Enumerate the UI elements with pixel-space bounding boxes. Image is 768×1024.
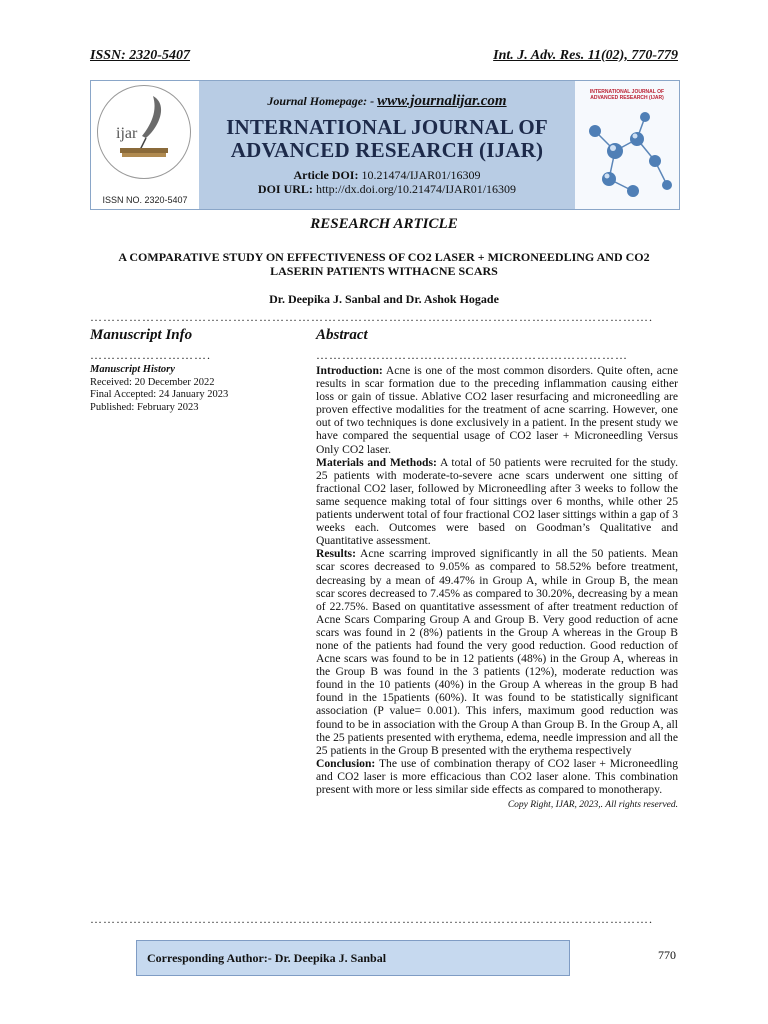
intro-text: Acne is one of the most common disorders. Quite often, acne results in scar formation due to the preceding inflammation causing either loss or gain of tissue. Ablative CO2 laser resurfacing and microneedling are proven effective modalities for the treatment of acne scarring. However, one out of two techniques is done exclusively in a patient. In the present study we have compared the sequential usage of CO2 laser + Microneedling Versus Only CO2 laser. [316, 364, 678, 456]
citation-text: Int. J. Adv. Res. 11(02), 770-779 [493, 48, 678, 63]
abstract-conclusion [316, 757, 678, 796]
manuscript-history-label: Manuscript History [90, 364, 175, 375]
journal-banner [90, 80, 680, 210]
abstract-column [316, 326, 678, 810]
methods-text: A total of 50 patients were recruited for the study. 25 patients with moderate-to-severe acne scars underwent one sitting of fractional CO2 laser, followed by Microneedling after 3 weeks to follow the same sequence making total of four sittings over 6 months, while other 25 patients underwent total of four fractional CO2 laser sittings within a gap of 3 weeks each. Outcomes were based on Goodman’s Qualitative and Quantitative assessment. [316, 455, 678, 548]
journal-name-line2: ADVANCED RESEARCH (IJAR) [230, 138, 544, 162]
results-text: Acne scarring improved significantly in all the 50 patients. Mean scar scores decreased to 9.05% as compared to 58.52% before treatment, decreasing by a mean of 49.47% in Group A, while in Group B, the mean scar scores decreased to 7.45% as compared to 30.20%, decreasing by a mean of 22.75%. Based on quantitative assessment of after treatment reduction of Acne Scars Comparing Group A and Group B. Very good reduction of acne scars was found in 2 (8%) patients in the Group A whereas in the Group B none of the patients had found the very good reduction. Good reduction of Acne scars was found to be in 12 patients (48%) in the Group A, whereas in the Group B was found in the 3 patients (12%), moderate reduction was found in the 10 patients (40%) in the Group A whereas in the group B had found in the 15patients (60%). It was found to be statistically significant association (P value= 0.001). This infers, maximum good reduction was found to be in association with the Group A than Group B. In the Group A, all the 25 patients presented with erythema, edema, needle impression and all the 25 patients in the Group B presented with the erythema respectively [316, 547, 678, 757]
doi-label: Article DOI: [293, 168, 359, 182]
manuscript-info-column [90, 326, 290, 414]
copyright-notice: Copy Right, IJAR, 2023,. All rights reserved. [507, 800, 678, 811]
quill-logo-icon [97, 85, 191, 179]
authors: Dr. Deepika J. Sanbal and Dr. Ashok Hogade [269, 292, 499, 306]
journal-cover-image [575, 81, 679, 209]
abstract-introduction [316, 364, 678, 456]
doi-url-link[interactable]: http://dx.doi.org/10.21474/IJAR01/16309 [315, 182, 517, 196]
journal-homepage [199, 93, 575, 110]
running-header [90, 48, 678, 64]
journal-name-line1: INTERNATIONAL JOURNAL OF [226, 115, 548, 139]
abstract-dots: ……………………………………………………………… [316, 350, 628, 360]
corresponding-author: Corresponding Author:- Dr. Deepika J. Sanbal [147, 951, 387, 965]
doi-block [199, 168, 575, 196]
intro-label: Introduction: [316, 364, 383, 377]
logo-text: ijar [116, 125, 138, 142]
article-type-label: RESEARCH ARTICLE [310, 216, 458, 232]
banner-center [199, 81, 575, 209]
methods-label: Materials and Methods: [316, 455, 437, 469]
abstract-methods [316, 456, 678, 548]
journal-logo [91, 81, 199, 209]
paper-title: A COMPARATIVE STUDY ON EFFECTIVENESS OF CO2 LASER + MICRONEEDLING AND CO2 LASERIN PATIENTS WITHACNE SCARS [118, 250, 650, 278]
received-date: Received: 20 December 2022 [90, 376, 215, 388]
separator-bottom: …………………………………………………………………………………………………………………. [90, 914, 653, 924]
cover-title: INTERNATIONAL JOURNAL OF ADVANCED RESEARCH (IJAR) [589, 89, 665, 101]
manuscript-dots: ………………………. [90, 350, 211, 360]
issn-text: ISSN: 2320-5407 [90, 48, 190, 63]
published-date: Published: February 2023 [90, 401, 199, 413]
doi-url-label: DOI URL: [257, 182, 313, 196]
conclusion-label: Conclusion: [316, 756, 376, 770]
conclusion-text: The use of combination therapy of CO2 laser + Microneedling and CO2 laser is more efficacious than CO2 laser alone. This combination present with more or less similar side effects as compared to monotherapy. [316, 756, 678, 796]
results-label: Results: [316, 547, 356, 561]
journal-name [199, 116, 575, 162]
separator-top: …………………………………………………………………………………………………………………. [90, 312, 653, 322]
abstract-results [316, 547, 678, 757]
corresponding-author-box [136, 940, 570, 976]
logo-issn: ISSN NO. 2320-5407 [102, 195, 188, 205]
homepage-label: Journal Homepage: - [267, 94, 375, 108]
accepted-date: Final Accepted: 24 January 2023 [90, 389, 229, 400]
page-number: 770 [658, 948, 676, 962]
manuscript-info-heading: Manuscript Info [90, 327, 193, 343]
abstract-heading: Abstract [316, 327, 368, 343]
doi-value: 10.21474/IJAR01/16309 [361, 168, 481, 182]
homepage-link[interactable]: www.journalijar.com [377, 93, 507, 109]
